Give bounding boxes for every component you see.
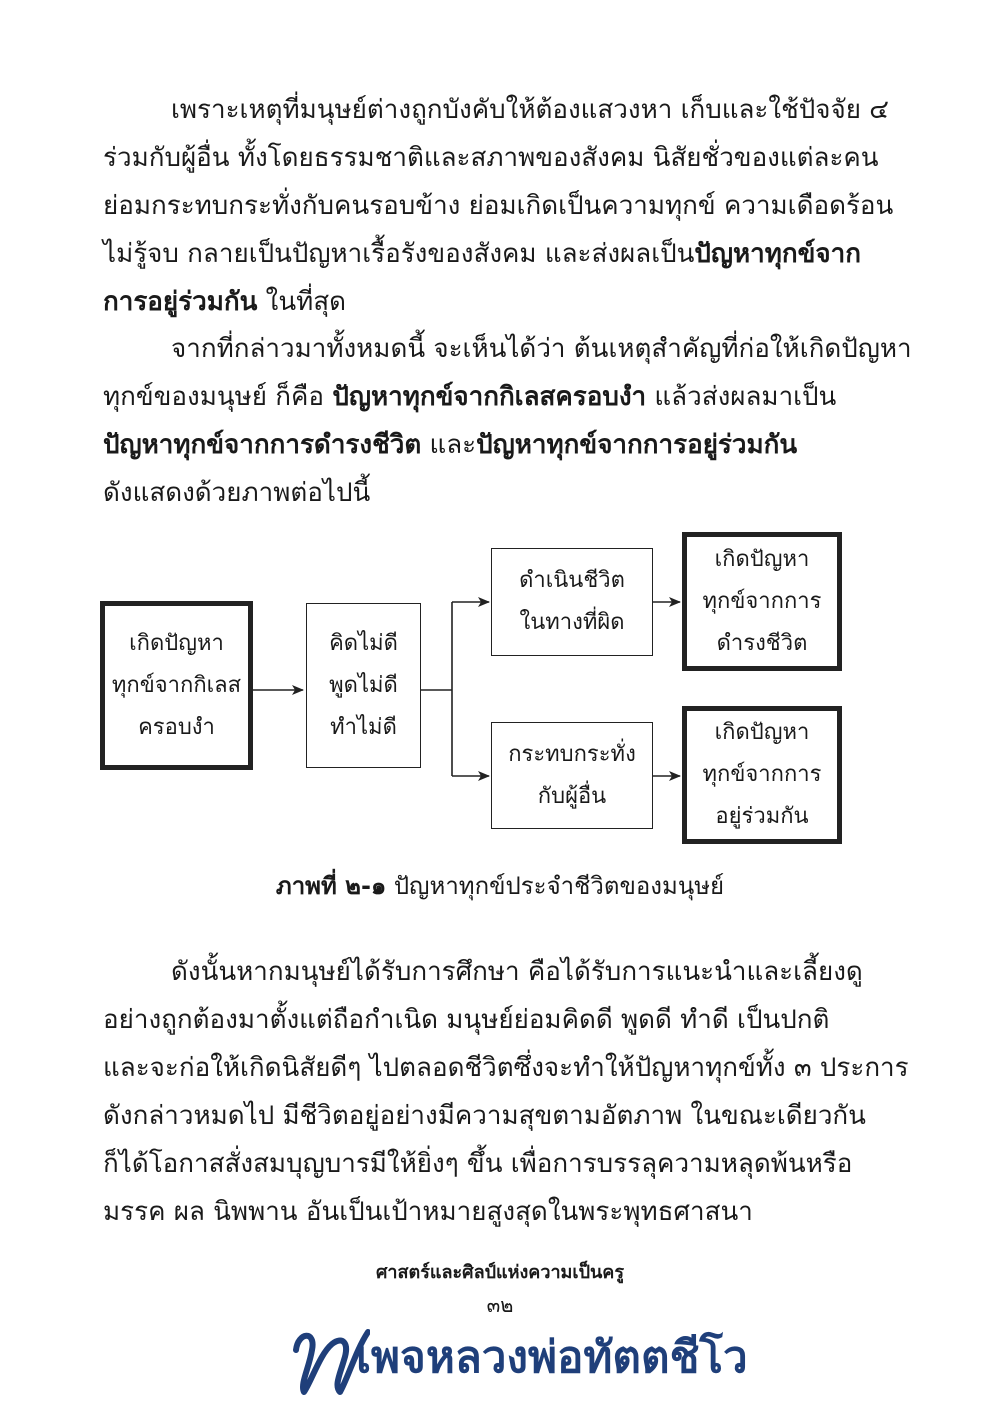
box-line: พูดไม่ดี [329,672,398,698]
bold-term: การอยู่ร่วมกัน [103,287,258,317]
box-line: คิดไม่ดี [329,630,398,656]
text-line [103,278,840,326]
text-line [103,230,862,278]
text-run: ทุกข์ของมนุษย์ ก็คือ [103,382,333,412]
box-line: ดำเนินชีวิต [519,568,625,593]
box-line: ทุกข์จากกิเลส [111,672,242,698]
book-title: ศาสตร์และศิลป์แห่งความเป็นครู [375,1262,625,1283]
box-line: ครอบงำ [138,714,215,740]
bold-term: ปัญหาทุกข์จากการอยู่ร่วมกัน [476,430,798,460]
brand-logo [290,1320,748,1400]
text-line [103,421,840,469]
box-line: เกิดปัญหา [129,630,224,656]
box-line: เกิดปัญหา [714,546,810,572]
bold-term: ปัญหาทุกข์จากกิเลสครอบงำ [332,382,647,412]
text-line: ก็ได้โอกาสสั่งสมบุญบารมีให้ยิ่งๆ ขึ้น เพื่อการบรรลุความหลุดพ้นหรือ [103,1149,853,1179]
box-line: ทุกข์จากการ [702,588,822,614]
diagram-box-source [100,601,253,770]
box-line: อยู่ร่วมกัน [715,804,809,829]
text-line [103,373,840,421]
figure-caption-text: ปัญหาทุกข์ประจำชีวิตของมนุษย์ [386,872,725,900]
box-line: ทำไม่ดี [330,714,397,740]
diagram-box-impact-others [491,722,653,829]
paragraph-conclusion [103,948,909,1236]
figure-caption [0,866,1000,906]
bold-term: ปัญหาทุกข์จากการดำรงชีวิต [103,430,422,460]
text-line: มรรค ผล นิพพาน อันเป็นเป้าหมายสูงสุดในพระพุทธศาสนา [103,1197,753,1227]
page-number: ๓๒ [486,1293,514,1317]
text-line: จากที่กล่าวมาทั้งหมดนี้ จะเห็นได้ว่า ต้นเหตุสำคัญที่ก่อให้เกิดปัญหา [171,334,912,364]
text-line: อย่างถูกต้องมาตั้งแต่ถือกำเนิด มนุษย์ย่อมคิดดี พูดดี ทำดี เป็นปกติ [103,1005,830,1035]
text-line: ร่วมกับผู้อื่น ทั้งโดยธรรมชาติและสภาพของสังคม นิสัยชั่วของแต่ละคน [103,143,879,173]
box-line: ในทางที่ผิด [519,610,625,635]
box-line: ทุกข์จากการ [702,762,822,787]
box-line: ดำรงชีวิต [716,630,808,656]
text-line: ย่อมกระทบกระทั่งกับคนรอบข้าง ย่อมเกิดเป็นความทุกข์ ความเดือดร้อน [103,191,894,221]
bold-term: ปัญหาทุกข์จาก [694,239,862,269]
text-line: ดังกล่าวหมดไป มีชีวิตอยู่อย่างมีความสุขตามอัตภาพ ในขณะเดียวกัน [103,1101,866,1131]
box-line: กับผู้อื่น [537,783,607,809]
text-line: เพราะเหตุที่มนุษย์ต่างถูกบังคับให้ต้องแสวงหา เก็บและใช้ปัจจัย ๔ [171,95,889,125]
box-line: กระทบกระทั่ง [508,741,636,767]
diagram-box-result-living [682,532,842,671]
text-run: และ [421,430,477,460]
text-line: ดังนั้นหากมนุษย์ได้รับการศึกษา คือได้รับการแนะนำและเลี้ยงดู [171,957,863,987]
box-line: เกิดปัญหา [714,720,810,745]
paragraph-intro [103,86,894,326]
text-run: ในที่สุด [257,287,347,317]
diagram-box-result-social [682,706,842,844]
text-line: ดังแสดงด้วยภาพต่อไปนี้ [103,478,371,508]
text-run: แล้วส่งผลมาเป็น [646,382,837,412]
text-line: และจะก่อให้เกิดนิสัยดีๆ ไปตลอดชีวิตซึ่งจะทำให้ปัญหาทุกข์ทั้ง ๓ ประการ [103,1053,909,1083]
brand-name: เพจหลวงพ่อทัตตชีโว [356,1332,748,1383]
diagram-box-wrong-living [491,548,653,656]
paragraph-causes [103,325,912,517]
diagram-box-bad-actions [306,603,421,768]
text-run: ไม่รู้จบ กลายเป็นปัญหาเรื้อรังของสังคม และส่งผลเป็น [103,239,695,269]
figure-label: ภาพที่ ๒-๑ [275,872,387,900]
